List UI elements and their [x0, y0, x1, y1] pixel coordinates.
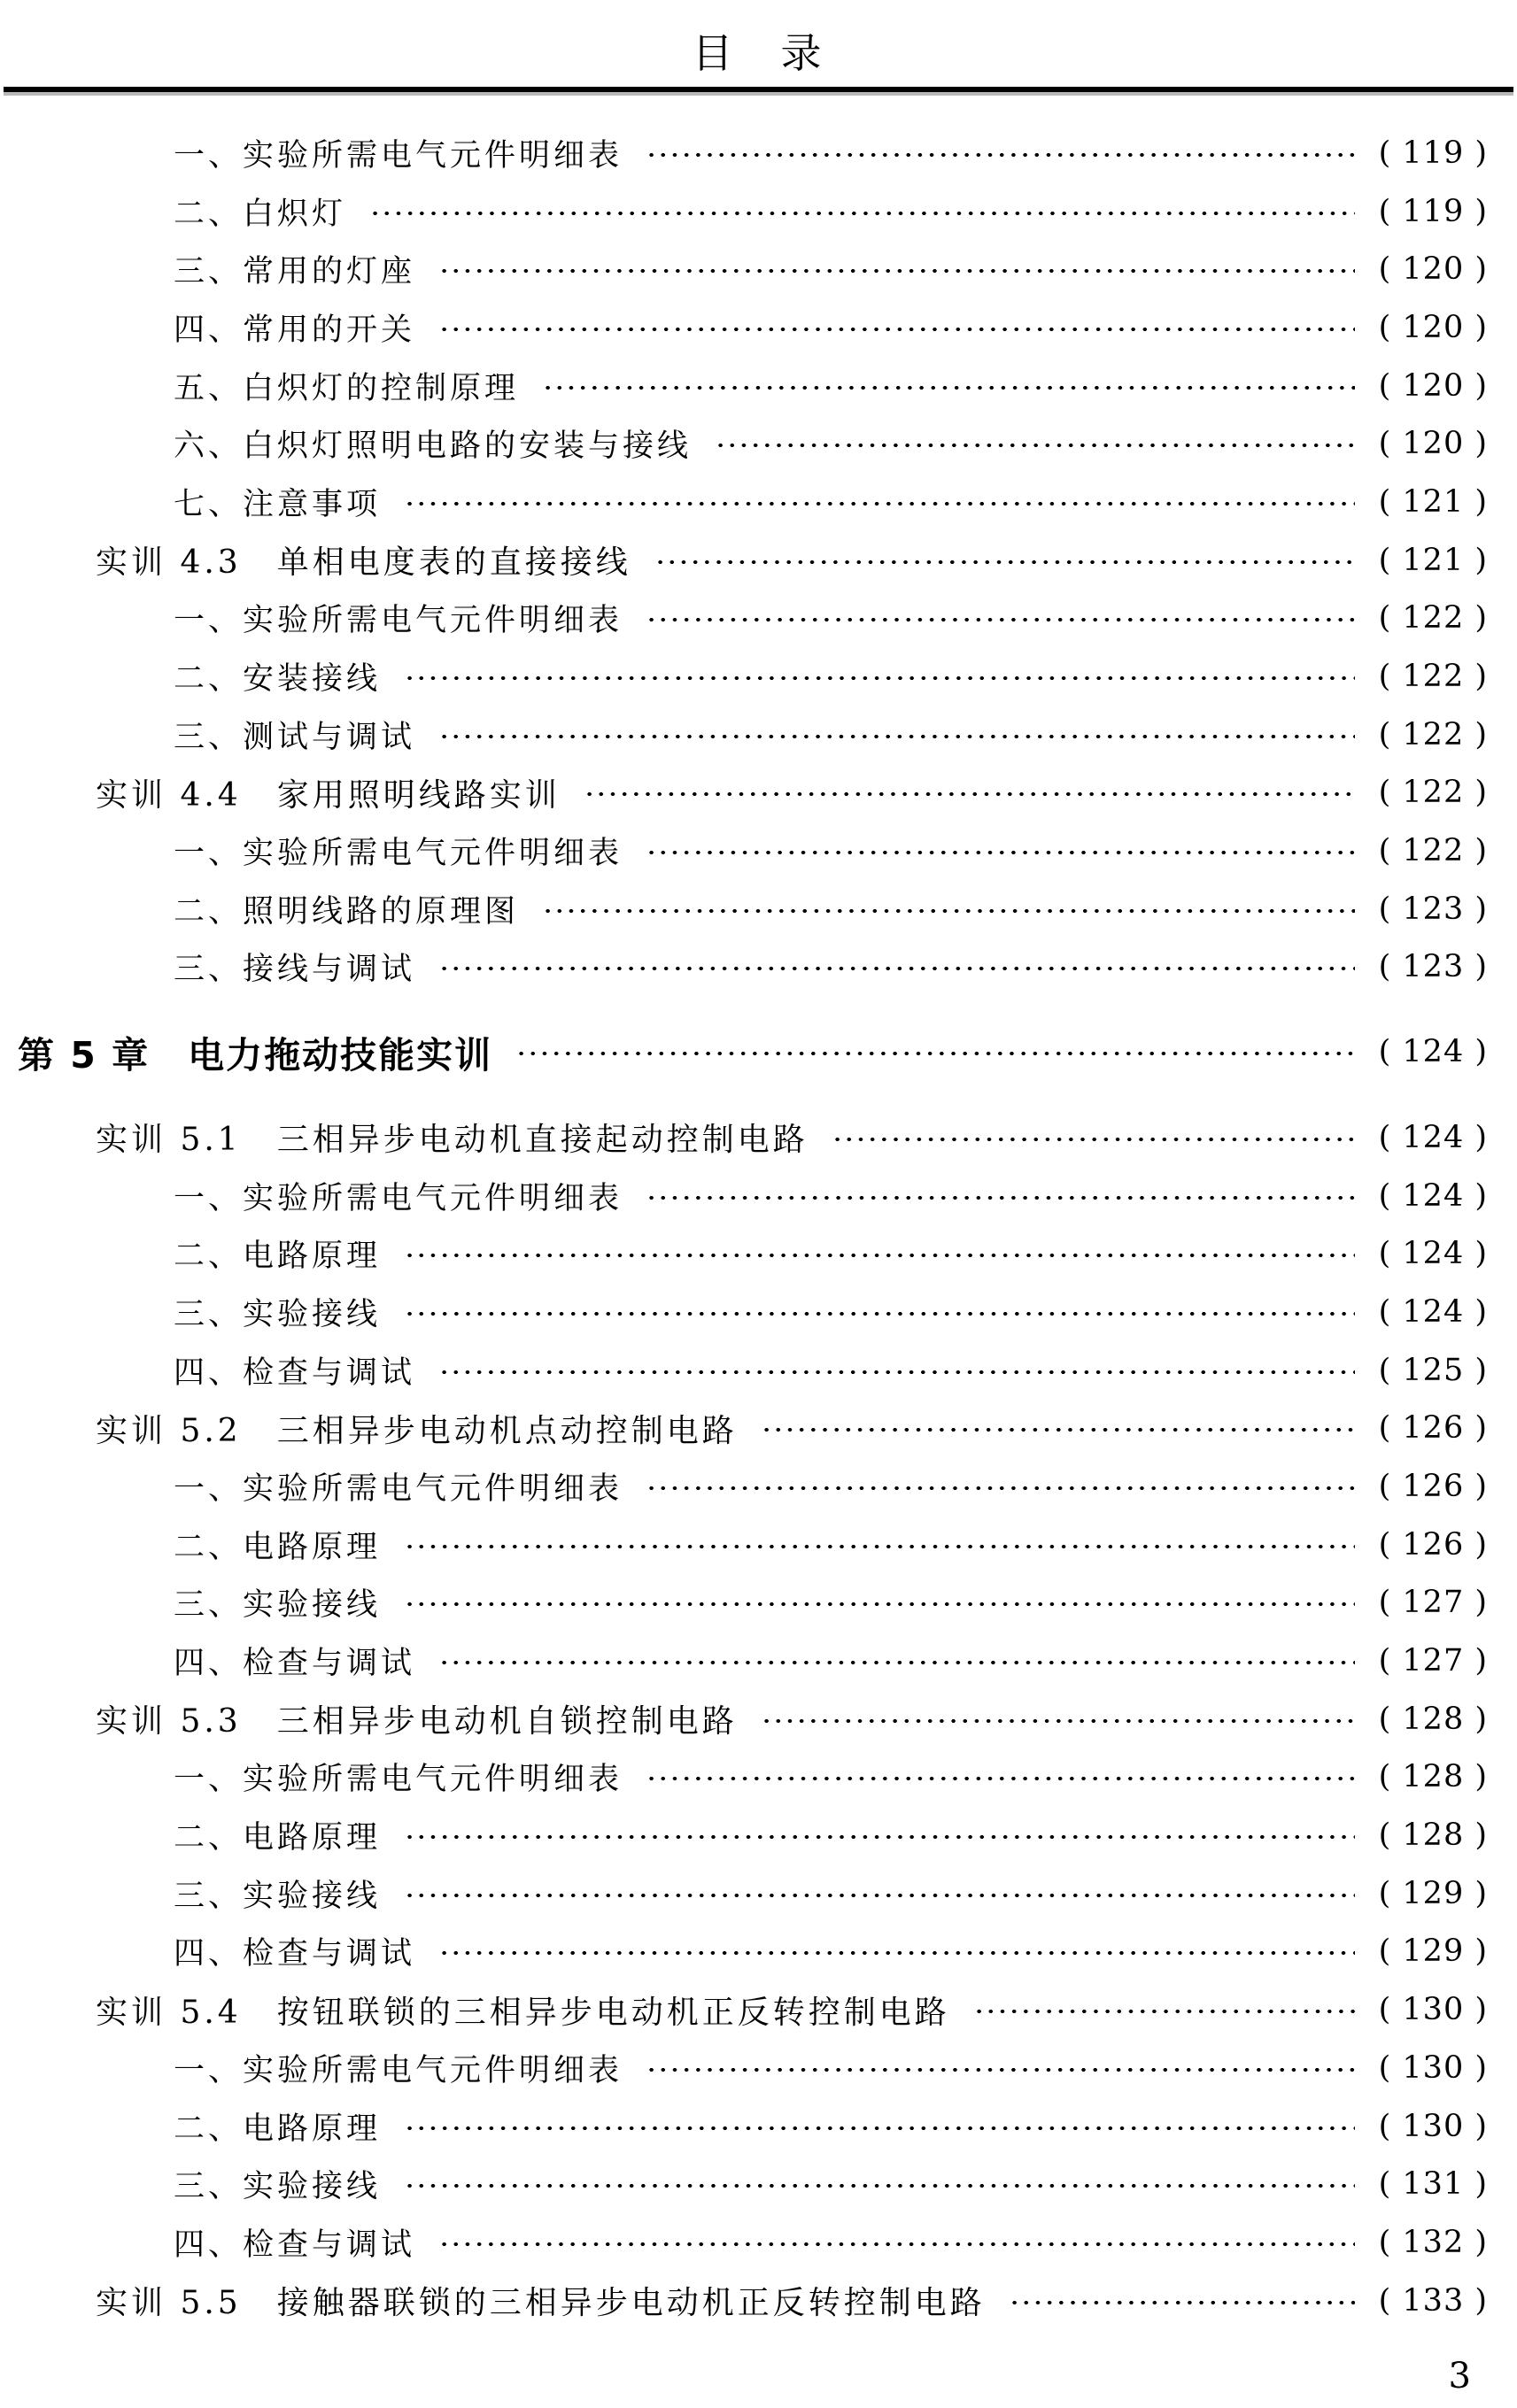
- dot-leader: [438, 1950, 1355, 1956]
- toc-row: [0, 1399, 1488, 1457]
- toc-page-number: ( 126 ): [1378, 1526, 1488, 1563]
- toc-page-number: ( 119 ): [1378, 193, 1488, 229]
- toc-row: [0, 647, 1488, 706]
- toc-entry-text: 一、实验所需电气元件明细表: [174, 836, 623, 872]
- toc-row: [0, 590, 1488, 648]
- dot-leader: [404, 1601, 1355, 1607]
- dot-leader: [404, 675, 1355, 681]
- dot-leader: [832, 1137, 1355, 1142]
- dot-leader: [404, 1253, 1355, 1258]
- toc-row: [0, 1341, 1488, 1400]
- dot-leader: [1009, 2300, 1355, 2305]
- toc-page-number: ( 130 ): [1378, 1992, 1488, 2028]
- toc-entry-text: 六、白炽灯照明电路的安装与接线: [174, 428, 693, 465]
- toc-entry-text: 一、实验所需电气元件明细表: [174, 1180, 623, 1216]
- toc-entry-text: 五、白炽灯的控制原理: [174, 370, 520, 406]
- toc-row: [0, 2213, 1488, 2272]
- dot-leader: [438, 734, 1355, 739]
- toc-entry-text: 七、注意事项: [174, 486, 382, 522]
- toc-row: [0, 298, 1488, 357]
- toc-row: [0, 764, 1488, 822]
- toc-page-number: ( 124 ): [1378, 1236, 1488, 1272]
- dot-leader: [584, 791, 1355, 797]
- toc-entry-text: 二、照明线路的原理图: [174, 893, 520, 930]
- toc-entry-text: 三、测试与调试: [174, 719, 416, 755]
- toc-row: [0, 473, 1488, 531]
- toc-page-number: ( 130 ): [1378, 2049, 1488, 2086]
- toc-row: [0, 1516, 1488, 1574]
- toc-row: [0, 1806, 1488, 1864]
- toc-page-number: ( 122 ): [1378, 716, 1488, 752]
- toc-row: [0, 1108, 1488, 1167]
- dot-leader: [542, 908, 1355, 914]
- dot-leader: [761, 1718, 1355, 1724]
- dot-leader: [438, 966, 1355, 971]
- toc-entry-text: 四、常用的开关: [174, 312, 416, 348]
- toc-page-number: ( 127 ): [1378, 1585, 1488, 1621]
- toc: [0, 124, 1517, 2329]
- dot-leader: [646, 152, 1355, 158]
- toc-entry-text: 三、接线与调试: [174, 952, 416, 988]
- page-title: 目 录: [692, 29, 825, 77]
- toc-entry-text: 三、实验接线: [174, 1296, 382, 1332]
- toc-page-number: ( 128 ): [1378, 1818, 1488, 1854]
- toc-page-number: ( 130 ): [1378, 2108, 1488, 2144]
- toc-entry-text: 二、白炽灯: [174, 196, 347, 232]
- toc-entry-text: 一、实验所需电气元件明细表: [174, 603, 623, 639]
- toc-page-number: ( 120 ): [1378, 251, 1488, 288]
- toc-row: [0, 1224, 1488, 1283]
- toc-row: [0, 1283, 1488, 1341]
- toc-entry-text: 二、电路原理: [174, 1529, 382, 1565]
- toc-row: [0, 240, 1488, 298]
- dot-leader: [438, 1660, 1355, 1665]
- toc-row: [0, 1748, 1488, 1807]
- dot-leader: [646, 1486, 1355, 1491]
- toc-row: [0, 2272, 1488, 2330]
- toc-entry-text: 二、安装接线: [174, 661, 382, 698]
- toc-page-number: ( 123 ): [1378, 891, 1488, 927]
- toc-entry-text: 实训 4.3 单相电度表的直接接线: [96, 544, 631, 582]
- dot-leader: [646, 1195, 1355, 1200]
- toc-row: [0, 1923, 1488, 1981]
- toc-row: [0, 531, 1488, 590]
- toc-entry-text: 三、实验接线: [174, 2169, 382, 2205]
- toc-entry-text: 一、实验所需电气元件明细表: [174, 1470, 623, 1507]
- toc-page-number: ( 120 ): [1378, 309, 1488, 345]
- toc-entry-text: 二、电路原理: [174, 2111, 382, 2147]
- dot-leader: [404, 2126, 1355, 2131]
- dot-leader: [369, 211, 1355, 216]
- toc-row: [0, 182, 1488, 241]
- toc-row: [0, 1023, 1488, 1081]
- toc-page-number: ( 122 ): [1378, 775, 1488, 811]
- dot-leader: [973, 2009, 1355, 2014]
- toc-row: [0, 1690, 1488, 1748]
- toc-row: [0, 1574, 1488, 1632]
- toc-row: [0, 414, 1488, 473]
- toc-entry-text: 二、电路原理: [174, 1239, 382, 1275]
- toc-row: [0, 1864, 1488, 1923]
- toc-page-number: ( 133 ): [1378, 2282, 1488, 2319]
- toc-entry-text: 实训 5.3 三相异步电动机自锁控制电路: [96, 1703, 738, 1740]
- dot-leader: [438, 327, 1355, 332]
- footer-page-number: 3: [1448, 2356, 1471, 2396]
- toc-row: [0, 2097, 1488, 2156]
- dot-leader: [438, 2242, 1355, 2247]
- toc-row: [0, 1457, 1488, 1516]
- dot-leader: [438, 1370, 1355, 1375]
- toc-row: [0, 938, 1488, 997]
- toc-entry-text: 三、常用的灯座: [174, 254, 416, 290]
- toc-page-number: ( 131 ): [1378, 2166, 1488, 2203]
- toc-row: [0, 822, 1488, 880]
- toc-entry-text: 三、实验接线: [174, 1878, 382, 1914]
- toc-row: [0, 706, 1488, 764]
- dot-leader: [404, 1544, 1355, 1549]
- toc-page-number: ( 124 ): [1378, 1034, 1488, 1070]
- dot-leader: [761, 1427, 1355, 1432]
- toc-page-number: ( 126 ): [1378, 1468, 1488, 1504]
- toc-row: [0, 124, 1488, 182]
- toc-entry-text: 第 5 章 电力拖动技能实训: [18, 1033, 493, 1077]
- header-rule: [4, 87, 1513, 92]
- toc-page-number: ( 132 ): [1378, 2224, 1488, 2260]
- toc-page-number: ( 128 ): [1378, 1701, 1488, 1737]
- toc-row: [0, 1980, 1488, 2039]
- dot-leader: [404, 1834, 1355, 1840]
- toc-page-number: ( 124 ): [1378, 1293, 1488, 1330]
- toc-entry-text: 四、检查与调试: [174, 2227, 416, 2263]
- dot-leader: [438, 268, 1355, 274]
- dot-leader: [542, 385, 1355, 390]
- toc-entry-text: 四、检查与调试: [174, 1646, 416, 1682]
- toc-row: [0, 1167, 1488, 1225]
- toc-row: [0, 1632, 1488, 1690]
- toc-row: [0, 880, 1488, 938]
- toc-page-number: ( 119 ): [1378, 135, 1488, 171]
- toc-entry-text: 二、电路原理: [174, 1820, 382, 1856]
- toc-page-number: ( 126 ): [1378, 1410, 1488, 1447]
- dot-leader: [654, 560, 1355, 565]
- dot-leader: [646, 850, 1355, 855]
- toc-row: [0, 2039, 1488, 2097]
- toc-entry-text: 实训 5.5 接触器联锁的三相异步电动机正反转控制电路: [96, 2285, 986, 2322]
- toc-entry-text: 实训 4.4 家用照明线路实训: [96, 776, 561, 814]
- toc-entry-text: 实训 5.1 三相异步电动机直接起动控制电路: [96, 1122, 809, 1159]
- toc-row: [0, 2155, 1488, 2213]
- toc-page-number: ( 125 ): [1378, 1352, 1488, 1388]
- toc-page-number: ( 124 ): [1378, 1177, 1488, 1214]
- toc-row: [0, 357, 1488, 415]
- toc-page-number: ( 129 ): [1378, 1933, 1488, 1970]
- toc-page-number: ( 127 ): [1378, 1643, 1488, 1679]
- toc-entry-text: 实训 5.2 三相异步电动机点动控制电路: [96, 1412, 738, 1449]
- toc-page-number: ( 129 ): [1378, 1875, 1488, 1911]
- dot-leader: [715, 443, 1355, 448]
- toc-entry-text: 四、检查与调试: [174, 1354, 416, 1391]
- toc-entry-text: 一、实验所需电气元件明细表: [174, 2052, 623, 2088]
- dot-leader: [404, 1311, 1355, 1316]
- toc-entry-text: 一、实验所需电气元件明细表: [174, 137, 623, 174]
- toc-page-number: ( 124 ): [1378, 1119, 1488, 1155]
- toc-page-number: ( 120 ): [1378, 426, 1488, 462]
- toc-entry-text: 三、实验接线: [174, 1587, 382, 1624]
- toc-page-number: ( 120 ): [1378, 367, 1488, 404]
- dot-leader: [404, 501, 1355, 506]
- dot-leader: [646, 617, 1355, 622]
- dot-leader: [404, 1893, 1355, 1898]
- toc-entry-text: 一、实验所需电气元件明细表: [174, 1762, 623, 1798]
- toc-entry-text: 实训 5.4 按钮联锁的三相异步电动机正反转控制电路: [96, 1994, 950, 2031]
- toc-page-number: ( 128 ): [1378, 1759, 1488, 1795]
- toc-page-number: ( 121 ): [1378, 483, 1488, 520]
- toc-page-number: ( 121 ): [1378, 542, 1488, 578]
- toc-page-number: ( 122 ): [1378, 659, 1488, 695]
- toc-page-number: ( 122 ): [1378, 833, 1488, 869]
- toc-entry-text: 四、检查与调试: [174, 1936, 416, 1972]
- toc-page-number: ( 123 ): [1378, 949, 1488, 985]
- toc-page-number: ( 122 ): [1378, 600, 1488, 637]
- dot-leader: [646, 2067, 1355, 2072]
- dot-leader: [404, 2183, 1355, 2188]
- dot-leader: [515, 1051, 1355, 1056]
- dot-leader: [646, 1776, 1355, 1781]
